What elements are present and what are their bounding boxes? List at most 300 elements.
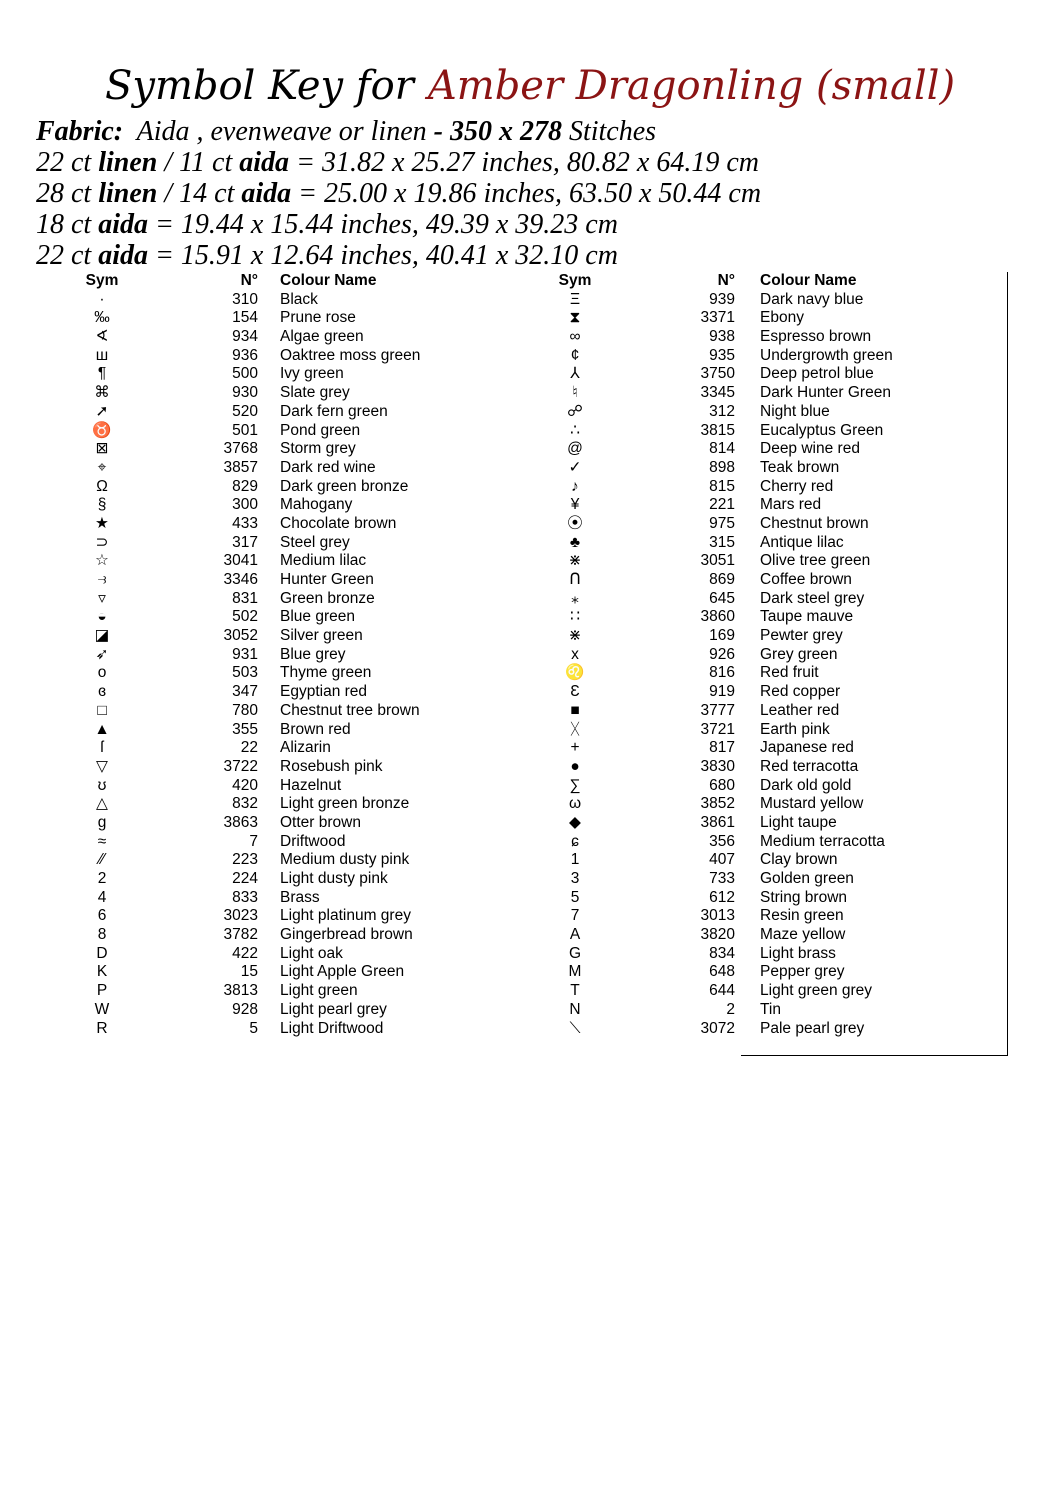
table-row [82,870,502,889]
symbol: ∴ [570,421,580,439]
colour-number: 154 [232,309,258,327]
colour-name: Taupe mauve [760,608,854,626]
table-header [82,272,502,291]
colour-name: String brown [760,888,848,906]
colour-name: Eucalyptus Green [760,421,884,439]
colour-name: Japanese red [760,739,854,757]
symbol: ♪ [571,477,579,495]
colour-number: 3013 [700,907,735,925]
colour-number: 315 [709,533,735,551]
header-colour-name: Colour Name [280,272,377,289]
symbol: ∷ [570,608,580,626]
colour-name: Hazelnut [280,776,342,794]
table-row [555,777,1015,796]
colour-number: 919 [709,683,735,701]
table-header [555,272,1015,291]
header-sym: Sym [558,272,592,289]
colour-name: Golden green [760,870,854,887]
colour-name: Ivy green [280,365,344,383]
colour-name: Ebony [760,309,804,327]
colour-number: 500 [232,365,258,383]
symbol: ʊ [97,776,107,794]
colour-name: Brass [280,888,320,906]
colour-name: Maze yellow [760,926,846,944]
symbol: ■ [570,701,580,719]
colour-name: Blue grey [280,645,346,663]
colour-name: Chocolate brown [280,514,397,532]
colour-name: Night blue [760,402,830,420]
colour-number: 3345 [700,384,735,402]
colour-number: 612 [709,888,735,906]
colour-number: 936 [232,346,258,364]
symbol: ☍ [567,402,583,420]
count: 18 ct [36,209,92,240]
colour-number: 224 [232,870,258,887]
colour-name: Leather red [760,701,840,719]
symbol: ⊃ [95,533,109,551]
symbol: ⌖ [97,458,107,476]
fabric-text: Aida , evenweave or linen [136,116,427,147]
colour-number: 3860 [700,608,735,626]
symbol: □ [97,701,107,719]
colour-name: Dark navy blue [760,290,864,308]
colour-number: 312 [709,402,735,420]
stitches-word: Stitches [568,116,657,147]
table-row [82,590,502,609]
symbol: ɕ [571,832,579,850]
colour-number: 407 [709,851,735,869]
colour-name: Light brass [760,944,836,962]
table-row [82,814,502,833]
symbol: o [97,664,107,682]
table-row [82,963,502,982]
table-row [82,664,502,683]
table-row [82,646,502,665]
table-row [82,683,502,702]
colour-number: 834 [709,944,735,962]
table-row [555,664,1015,683]
colour-name: Mars red [760,496,822,514]
colour-name: Olive tree green [760,552,871,570]
table-row [82,309,502,328]
colour-name: Light Apple Green [280,963,405,981]
colour-name: Earth pink [760,720,830,738]
symbol: ⧗ [569,309,581,327]
table-row [82,552,502,571]
colour-name: Dark green bronze [280,477,409,495]
colour-number: 169 [709,627,735,645]
colour-number: 420 [232,776,258,794]
symbol: W [94,1000,110,1018]
colour-name: Alizarin [280,739,331,757]
colour-number: 831 [232,589,258,607]
symbol: △ [96,795,108,813]
colour-name: Green bronze [280,589,375,607]
table-row [555,627,1015,646]
symbol: + [570,739,580,757]
stitch-dimensions: 350 x 278 [449,116,562,147]
symbol: ∞ [569,328,581,346]
symbol: ¢ [570,346,580,364]
colour-name: Light green [280,982,358,1000]
table-row [555,328,1015,347]
table-row [555,534,1015,553]
table-row [82,739,502,758]
table-row [555,702,1015,721]
colour-number: 898 [709,458,735,476]
table-row [82,889,502,908]
fabric-type: linen [98,147,158,178]
colour-name: Resin green [760,907,844,925]
colour-number: 3721 [700,720,735,738]
symbol: Ω [96,477,108,495]
symbol: 7 [570,907,580,925]
colour-name: Steel grey [280,533,350,551]
colour-name: Dark red wine [280,458,376,476]
size-line [36,240,1036,271]
table-row [82,384,502,403]
table-row [82,907,502,926]
colour-name: Red terracotta [760,757,859,775]
colour-number: 815 [709,477,735,495]
colour-name: Light pearl grey [280,1000,387,1018]
fabric-line [36,116,1036,147]
symbol: ♉ [92,421,112,439]
table-row [82,982,502,1001]
symbol: K [96,963,108,981]
colour-number: 502 [232,608,258,626]
colour-number: 926 [709,645,735,663]
colour-name: Chestnut tree brown [280,701,420,719]
symbol: ☆ [95,552,109,570]
table-row [555,814,1015,833]
colour-number: 2 [726,1000,735,1018]
colour-number: 833 [232,888,258,906]
colour-name: Prune rose [280,309,356,327]
size-value: = 19.44 x 15.44 inches, 49.39 x 39.23 cm [155,209,618,240]
colour-name: Medium terracotta [760,832,885,850]
table-row [82,721,502,740]
table-row [555,982,1015,1001]
symbol: ш [95,346,109,364]
colour-name: Coffee brown [760,571,852,588]
colour-number: 3857 [223,458,258,476]
fabric-type: aida [98,209,148,240]
table-row [82,440,502,459]
colour-name: Deep wine red [760,440,860,458]
symbol: ¥ [570,496,580,514]
symbol: ᚷ [570,720,580,738]
table-row [82,459,502,478]
colour-name: Hunter Green [280,571,374,588]
table-row [82,608,502,627]
size-value: = 31.82 x 25.27 inches, 80.82 x 64.19 cm [296,147,759,178]
colour-number: 3768 [223,440,258,458]
colour-number: 3777 [700,701,735,719]
symbol: 5 [570,888,580,906]
colour-name: Silver green [280,627,363,645]
count: / 14 ct [164,178,235,209]
table-border-right [1007,272,1008,1056]
symbol: ⁎ [571,589,579,607]
colour-number: 733 [709,870,735,887]
size-line [36,178,1036,209]
table-row [555,945,1015,964]
table-border-bottom [741,1055,1008,1056]
colour-number: 648 [709,963,735,981]
symbol: M [568,963,582,981]
table-row [82,945,502,964]
table-row [555,758,1015,777]
colour-number: 355 [232,720,258,738]
symbol: ◆ [569,813,581,831]
colour-name: Driftwood [280,832,346,850]
colour-number: 15 [240,963,258,981]
fabric-info [36,116,1036,271]
colour-number: 934 [232,328,258,346]
symbol: ⊠ [95,440,109,458]
symbol: ▿ [98,589,106,607]
size-value: = 25.00 x 19.86 inches, 63.50 x 50.44 cm [298,178,762,209]
table-row [555,608,1015,627]
table-row [82,534,502,553]
colour-name: Dark fern green [280,402,388,420]
table-row [555,365,1015,384]
table-row [555,963,1015,982]
colour-name: Otter brown [280,813,361,831]
colour-name: Antique lilac [760,533,844,551]
colour-number: 3861 [700,813,735,831]
colour-name: Light Driftwood [280,1019,384,1037]
size-line [36,147,1036,178]
colour-name: Teak brown [760,458,840,476]
colour-name: Black [280,290,318,308]
header-colour-name: Colour Name [760,272,857,289]
symbol: ➶ [95,645,109,663]
symbol: g [97,813,107,831]
symbol: ‰ [94,309,110,327]
table-row [555,739,1015,758]
symbol: ⋇ [568,552,582,570]
table-row [82,347,502,366]
symbol: ♌ [565,664,585,682]
colour-number: 520 [232,402,258,420]
colour-number: 3750 [700,365,735,383]
colour-number: 644 [709,982,735,1000]
colour-name: Rosebush pink [280,757,383,775]
colour-number: 829 [232,477,258,495]
symbol: § [97,496,107,514]
table-row [82,833,502,852]
fabric-dash: - [433,116,443,147]
colour-number: 817 [709,739,735,757]
table-row [555,422,1015,441]
fabric-type: aida [241,178,292,209]
symbol: ⥽ [97,571,107,588]
symbol: ſ [100,739,104,757]
colour-number: 433 [232,514,258,532]
table-row [555,347,1015,366]
colour-number: 3852 [700,795,735,813]
colour-number: 223 [232,851,258,869]
symbol: ♣ [569,533,581,551]
colour-number: 780 [232,701,258,719]
colour-name: Pepper grey [760,963,845,981]
table-row [82,926,502,945]
table-row [82,571,502,590]
symbol: G [568,944,582,962]
colour-number: 938 [709,328,735,346]
table-row [82,328,502,347]
colour-name: Storm grey [280,440,356,458]
colour-name: Medium lilac [280,552,367,570]
symbol: ᑎ [569,571,581,588]
header-sym: Sym [85,272,119,289]
table-row [555,459,1015,478]
symbol: x [571,645,579,663]
table-row [555,1001,1015,1020]
count: 22 ct [36,147,92,178]
colour-number: 3371 [700,309,735,327]
table-row [555,851,1015,870]
symbol: 3 [570,870,580,887]
table-row [555,1020,1015,1039]
symbol: ∑ [569,776,581,794]
symbol: ɞ [98,683,106,701]
symbol: 6 [97,907,107,925]
fabric-type: linen [98,178,158,209]
colour-name: Undergrowth green [760,346,893,364]
colour-number: 22 [240,739,258,757]
symbol: 8 [97,926,107,944]
colour-number: 869 [709,571,735,588]
colour-name: Pond green [280,421,361,439]
count: 22 ct [36,240,92,271]
colour-name: Light dusty pink [280,870,388,887]
colour-number: 221 [709,496,735,514]
symbol: D [96,944,108,962]
header-number: N° [240,272,258,289]
fabric-type: aida [239,147,290,178]
colour-number: 975 [709,514,735,532]
symbol: ♮ [572,384,578,402]
table-row [555,870,1015,889]
colour-name: Light green bronze [280,795,410,813]
page-title [0,58,1060,114]
symbol: · [99,290,105,308]
header-number: N° [717,272,735,289]
symbol: ● [570,757,580,775]
size-line [36,209,1036,240]
colour-name: Algae green [280,328,364,346]
colour-number: 832 [232,795,258,813]
colour-name: Thyme green [280,664,372,682]
symbol: ⌘ [94,384,110,402]
colour-number: 3815 [700,421,735,439]
colour-name: Pale pearl grey [760,1019,865,1037]
symbol: ▽ [96,757,108,775]
colour-number: 930 [232,384,258,402]
symbol: ✓ [568,458,582,476]
table-row [555,907,1015,926]
colour-number: 422 [232,944,258,962]
symbol: 4 [97,888,107,906]
colour-number: 3820 [700,926,735,944]
colour-number: 3072 [700,1019,735,1037]
colour-name: Cherry red [760,477,834,495]
table-row [82,795,502,814]
symbol-table-right [555,272,1015,1038]
table-row [82,403,502,422]
colour-number: 5 [249,1019,258,1037]
table-row [82,496,502,515]
colour-name: Red copper [760,683,841,701]
colour-number: 3830 [700,757,735,775]
colour-number: 935 [709,346,735,364]
colour-number: 3023 [223,907,258,925]
colour-number: 931 [232,645,258,663]
symbol: N [569,1000,581,1018]
table-row [82,515,502,534]
symbol: ⋇ [568,627,582,645]
colour-number: 503 [232,664,258,682]
title-prefix: Symbol Key for [104,63,414,109]
colour-name: Dark Hunter Green [760,384,891,402]
table-row [555,926,1015,945]
count: 28 ct [36,178,92,209]
table-row [555,515,1015,534]
symbol: ➚ [95,402,109,420]
size-value: = 15.91 x 12.64 inches, 40.41 x 32.10 cm [155,240,618,271]
table-row [82,291,502,310]
colour-name: Dark old gold [760,776,852,794]
colour-name: Pewter grey [760,627,843,645]
table-row [555,833,1015,852]
colour-number: 317 [232,533,258,551]
symbol: ◪ [94,627,110,645]
colour-number: 3346 [223,571,258,588]
table-row [555,889,1015,908]
colour-number: 3863 [223,813,258,831]
colour-name: Mahogany [280,496,353,514]
table-row [555,478,1015,497]
fabric-label: Fabric: [36,116,124,147]
colour-name: Red fruit [760,664,819,682]
symbol: ◒ [97,608,107,626]
colour-name: Light platinum grey [280,907,411,925]
fabric-type: aida [98,240,148,271]
colour-number: 347 [232,683,258,701]
colour-name: Egyptian red [280,683,368,701]
symbol: 1 [570,851,580,869]
table-row [82,851,502,870]
colour-name: Grey green [760,645,838,663]
symbol: ≈ [97,832,107,850]
colour-number: 3052 [223,627,258,645]
table-row [82,777,502,796]
table-row [555,571,1015,590]
colour-name: Clay brown [760,851,838,869]
colour-number: 3722 [223,757,258,775]
colour-name: Medium dusty pink [280,851,410,869]
table-row [82,758,502,777]
colour-number: 928 [232,1000,258,1018]
symbol: T [570,982,580,1000]
symbol: Ξ [569,290,581,308]
colour-name: Light green grey [760,982,873,1000]
table-row [555,590,1015,609]
colour-number: 680 [709,776,735,794]
